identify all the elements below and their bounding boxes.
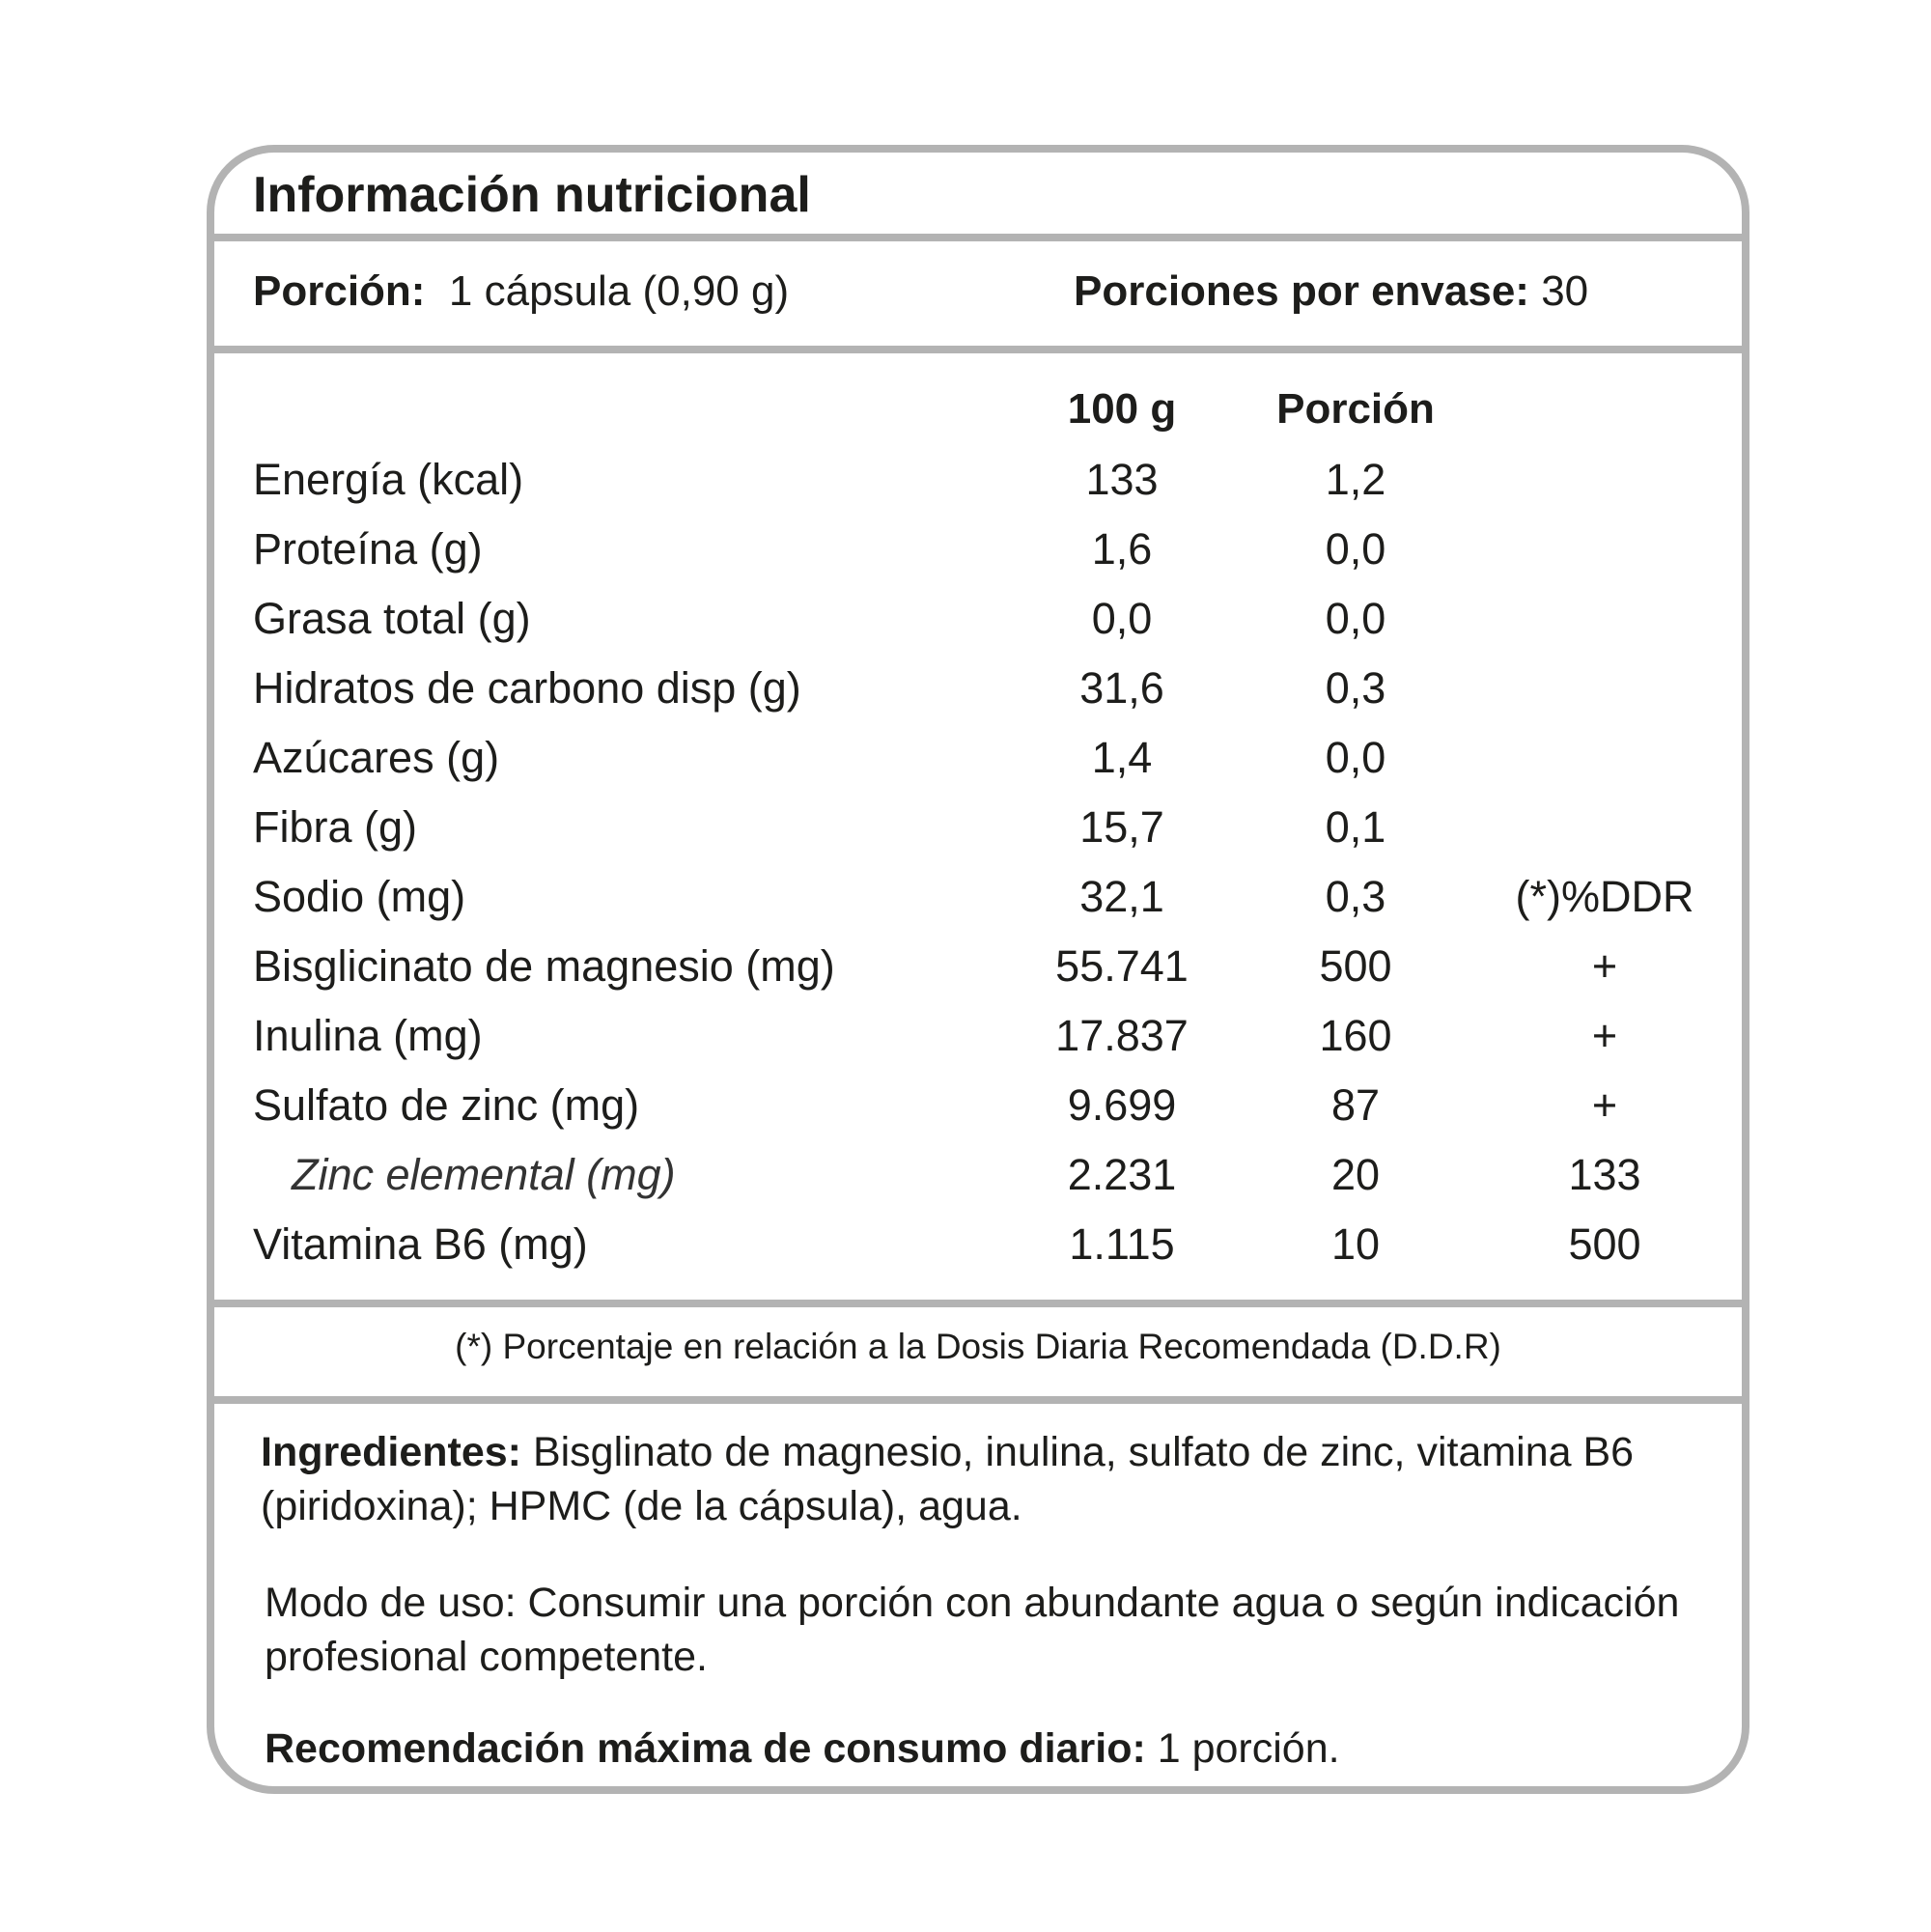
row-name: Vitamina B6 (mg) (253, 1219, 588, 1269)
row-name: Energía (kcal) (253, 455, 524, 504)
row-name: Inulina (mg) (253, 1011, 483, 1060)
servings-per-container-label: Porciones por envase: (1074, 267, 1529, 315)
row-per-serving: 500 (1319, 941, 1392, 991)
row-per-serving: 0,0 (1325, 733, 1386, 782)
row-per-serving: 0,0 (1325, 594, 1386, 643)
row-per-100g: 1,4 (1091, 733, 1153, 782)
row-per-100g: 2.231 (1067, 1150, 1177, 1199)
row-per-100g: 0,0 (1091, 594, 1153, 643)
row-ddr: + (1591, 941, 1618, 991)
row-per-serving: 0,1 (1325, 802, 1386, 852)
header-per-100g: 100 g (1067, 385, 1177, 433)
ingredients-label: Ingredientes: (261, 1429, 521, 1475)
ingredients-text: Bisglinato de magnesio, inulina, sulfato de zinc, vitamina B6 (piridoxina); HPMC (de la cápsula), agua. (261, 1429, 1635, 1529)
divider-serving (214, 346, 1742, 353)
panel-title: Información nutricional (253, 167, 811, 223)
row-per-serving: 10 (1330, 1219, 1381, 1269)
row-name: Hidratos de carbono disp (g) (253, 663, 801, 713)
row-name: Proteína (g) (253, 524, 483, 574)
divider-table (214, 1300, 1742, 1307)
max-daily-text: 1 porción. (1145, 1725, 1340, 1772)
row-per-serving: 20 (1330, 1150, 1381, 1199)
row-per-serving: 0,0 (1325, 524, 1386, 574)
row-ddr: 500 (1568, 1219, 1641, 1269)
serving-label: Porción: (253, 267, 426, 315)
row-per-100g: 9.699 (1067, 1080, 1177, 1130)
servings-per-container-value: 30 (1541, 267, 1589, 315)
row-per-serving: 1,2 (1325, 455, 1386, 504)
servings-per-container (1074, 267, 1589, 315)
row-per-100g: 31,6 (1079, 663, 1164, 713)
row-name: Fibra (g) (253, 802, 418, 852)
max-daily-paragraph (265, 1722, 1713, 1776)
row-ddr: 133 (1568, 1150, 1641, 1199)
row-name: Azúcares (g) (253, 733, 500, 782)
max-daily-label: Recomendación máxima de consumo diario: (265, 1725, 1146, 1772)
row-per-100g: 15,7 (1079, 802, 1164, 852)
row-name: Zinc elemental (mg) (292, 1150, 676, 1199)
row-per-serving: 160 (1319, 1011, 1392, 1060)
row-per-100g: 55.741 (1055, 941, 1189, 991)
row-per-serving: 0,3 (1325, 872, 1386, 921)
row-per-100g: 32,1 (1079, 872, 1164, 921)
divider-title (214, 234, 1742, 241)
row-name: Bisglicinato de magnesio (mg) (253, 941, 835, 991)
ingredients-paragraph (261, 1425, 1709, 1533)
usage-paragraph: Modo de uso: Consumir una porción con abundante agua o según indicación profesional competente. (265, 1580, 1680, 1680)
ddr-footnote: (*) Porcentaje en relación a la Dosis Diaria Recomendada (D.D.R) (455, 1327, 1501, 1366)
row-name: Sodio (mg) (253, 872, 466, 921)
row-per-100g: 1,6 (1091, 524, 1153, 574)
divider-footnote (214, 1396, 1742, 1404)
row-name: Grasa total (g) (253, 594, 531, 643)
header-per-serving: Porción (1276, 385, 1435, 433)
row-per-100g: 17.837 (1055, 1011, 1189, 1060)
row-name: Sulfato de zinc (mg) (253, 1080, 640, 1130)
row-per-100g: 133 (1085, 455, 1159, 504)
row-ddr: + (1591, 1011, 1618, 1060)
serving-size (253, 267, 790, 315)
row-ddr: + (1591, 1080, 1618, 1130)
row-per-serving: 0,3 (1325, 663, 1386, 713)
serving-value: 1 cápsula (0,90 g) (448, 267, 790, 315)
row-per-serving: 87 (1330, 1080, 1381, 1130)
row-per-100g: 1.115 (1069, 1219, 1175, 1269)
header-ddr: (*)%DDR (1515, 872, 1694, 921)
